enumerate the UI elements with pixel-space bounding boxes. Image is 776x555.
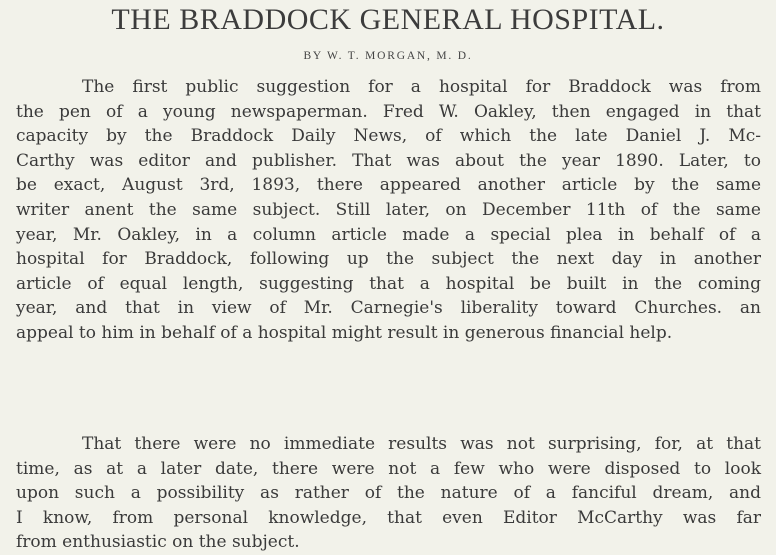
- text-line: hospital for Braddock, following up the subject the next day in another: [16, 249, 761, 270]
- text-line: capacity by the Braddock Daily News, of which the late Daniel J. Mc-: [16, 126, 761, 147]
- article-byline: BY W. T. MORGAN, M. D.: [303, 50, 473, 62]
- text-line: be exact, August 3rd, 1893, there appeared another article by the same: [16, 175, 761, 196]
- text-line: upon such a possibility as rather of the nature of a fanciful dream, and: [16, 483, 761, 504]
- text-line: I know, from personal knowledge, that even Editor McCarthy was far: [16, 507, 761, 528]
- text-line: article of equal length, suggesting that a hospital be built in the coming: [16, 273, 761, 294]
- text-line: The first public suggestion for a hospital for Braddock was from: [82, 77, 761, 97]
- article-title: THE BRADDOCK GENERAL HOSPITAL.: [111, 3, 665, 36]
- text-line: from enthusiastic on the subject.: [16, 532, 300, 553]
- text-line: year, Mr. Oakley, in a column article made a special plea in behalf of a: [16, 224, 761, 245]
- text-line: appeal to him in behalf of a hospital might result in generous financial help.: [16, 322, 673, 343]
- text-line: the pen of a young newspaperman. Fred W. Oakley, then engaged in that: [16, 101, 761, 122]
- text-line: year, and that in view of Mr. Carnegie's liberality toward Churches. an: [16, 298, 761, 319]
- text-line: writer anent the same subject. Still later, on December 11th of the same: [16, 199, 761, 220]
- text-line: That there were no immediate results was not surprising, for, at that: [82, 434, 761, 454]
- text-line: Carthy was editor and publisher. That was about the year 1890. Later, to: [16, 150, 761, 171]
- paragraph-2: [16, 432, 761, 555]
- paragraph-1: [16, 75, 761, 346]
- text-line: time, as at a later date, there were not a few who were disposed to look: [16, 458, 761, 479]
